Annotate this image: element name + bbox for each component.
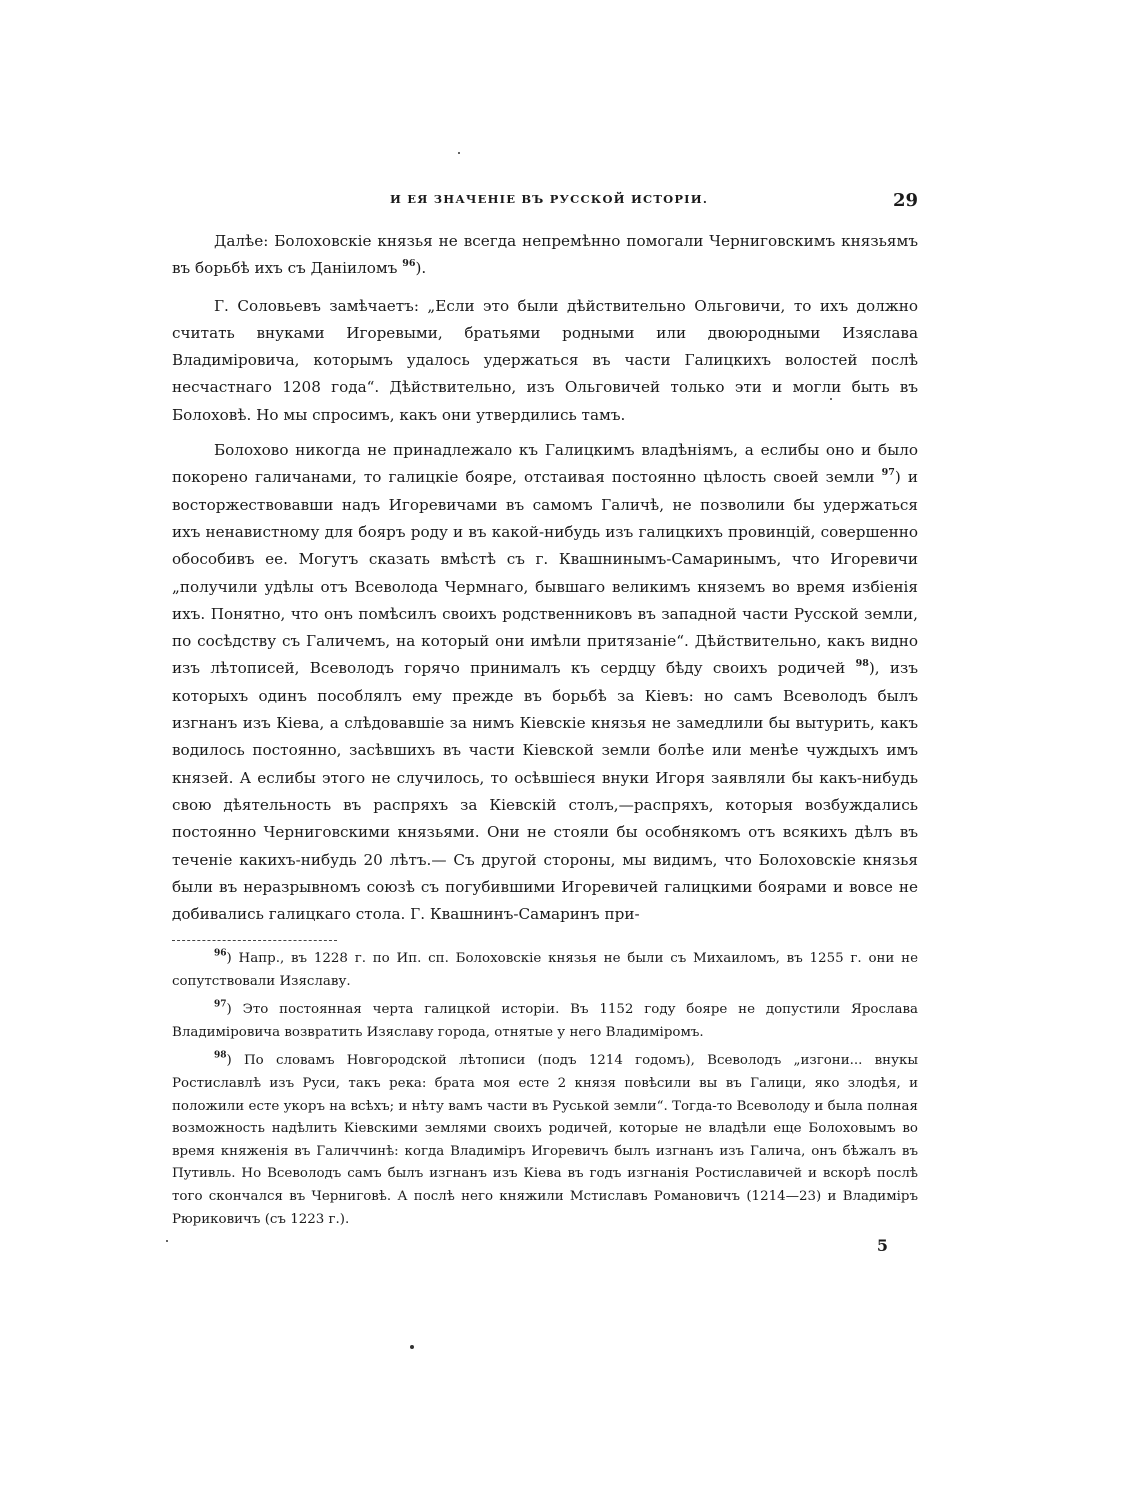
footnote-text: ) Напр., въ 1228 г. по Ип. сп. Болоховскіе князья не были съ Михаиломъ, въ 1255 г. они не сопутствовали Изяславу. bbox=[172, 951, 918, 989]
footnote-ref-96: 96 bbox=[402, 258, 416, 270]
ink-speck bbox=[166, 1240, 168, 1242]
signature-mark: 5 bbox=[876, 1236, 888, 1255]
paragraph-text: Далѣе: Болоховскіе князья не всегда непремѣнно помогали Черниговскимъ князьямъ въ борьбѣ ихъ съ Даніиломъ bbox=[172, 232, 918, 278]
paragraph-text: ), изъ которыхъ одинъ пособлялъ ему прежде въ борьбѣ за Кіевъ: но самъ Всеволодъ былъ изгнанъ изъ Кіева, а слѣдовавшіе за нимъ Кіевскіе князья не замедлили бы вытурить, какъ водилось постоянно, засѣвшихъ въ части Кіевской земли болѣе или менѣе чуждыхъ имъ князей. А еслибы этого не случилось, то осѣвшіеся внуки Игоря заявляли бы какъ-нибудь свою дѣятельность въ распряхъ за Кіевскій столъ,—распряхъ, которыя возбуждались постоянно Черниговскими князьями. Они не стояли бы особнякомъ отъ всякихъ дѣлъ въ теченіе какихъ-нибудь 20 лѣтъ.— Съ другой стороны, мы видимъ, что Болоховскіе князья были въ неразрывномъ союзѣ съ погубившими Игоревичей галицкими боярами и вовсе не добивались галицкаго стола. Г. Квашнинъ-Самаринъ при- bbox=[172, 659, 918, 924]
paragraph-1 bbox=[172, 228, 918, 283]
footnote-text: ) Это постоянная черта галицкой исторіи. Въ 1152 году бояре не допустили Ярослава Владиміровича возвратить Изяславу города, отнятые у него Владиміромъ. bbox=[172, 1002, 918, 1040]
footnote-ref-98: 98 bbox=[855, 658, 869, 670]
footnotes bbox=[172, 948, 918, 1237]
ink-speck bbox=[410, 1345, 414, 1349]
body-text bbox=[172, 228, 918, 936]
paragraph-text: ) и восторжествовавши надъ Игоревичами въ самомъ Галичѣ, не позволили бы удержаться ихъ ненавистному для бояръ роду и въ какой-нибудь изъ галицкихъ провинцій, совершенно обособивъ ее. Могутъ сказать вмѣстѣ съ г. Квашнинымъ-Самаринымъ, что Игоревичи „получили удѣлы отъ Всеволода Чермнаго, бывшаго великимъ княземъ во время избіенія ихъ. Понятно, что онъ помѣсилъ своихъ родственниковъ въ западной части Русской земли, по сосѣдству съ Галичемъ, на который они имѣли притязаніе“. Дѣйствительно, какъ видно изъ лѣтописей, Всеволодъ горячо принималъ къ сердцу бѣду своихъ родичей bbox=[172, 468, 918, 678]
ink-speck bbox=[830, 398, 832, 400]
footnote-97 bbox=[172, 999, 918, 1044]
paragraph-2 bbox=[172, 293, 918, 429]
footnote-98 bbox=[172, 1050, 918, 1231]
ink-speck bbox=[458, 152, 460, 154]
footnote-number: 98 bbox=[214, 1050, 227, 1061]
paragraph-text: Болохово никогда не принадлежало къ Галицкимъ владѣніямъ, а еслибы оно и было покорено галичанами, то галицкіе бояре, отстаивая постоянно цѣлость своей земли bbox=[172, 441, 918, 487]
paragraph-text: ). bbox=[415, 259, 427, 278]
paragraph-3 bbox=[172, 437, 918, 928]
page-header bbox=[170, 190, 920, 216]
footnote-text: ) По словамъ Новгородской лѣтописи (подъ 1214 годомъ), Всеволодъ „изгони... внукы Ростиславлѣ изъ Руси, такъ река: брата моя есте 2 князя повѣсили вы въ Галици, яко злодѣя, и положили есте укоръ на всѣхъ; и нѣту вамъ части въ Руськой земли“. Тогда-то Всеволоду и была полная возможность надѣлить Кіевскими землями своихъ родичей, которые не владѣли еще Болоховымъ во время княженія въ Галиччинѣ: когда Владиміръ Игоревичъ былъ изгнанъ изъ Галича, онъ бѣжалъ въ Путивль. Но Всеволодъ самъ былъ изгнанъ изъ Кіева въ годъ изгнанія Ростиславичей и вскорѣ послѣ того скончался въ Черниговѣ. А послѣ него княжили Мстиславъ Романовичъ (1214—23) и Владиміръ Рюриковичъ (съ 1223 г.). bbox=[172, 1053, 918, 1227]
footnote-separator bbox=[172, 940, 337, 941]
footnote-number: 97 bbox=[214, 999, 227, 1010]
running-title: И ЕЯ ЗНАЧЕНІЕ ВЪ РУССКОЙ ИСТОРІИ. bbox=[390, 192, 709, 206]
page-number: 29 bbox=[892, 190, 918, 211]
footnote-ref-97: 97 bbox=[881, 467, 895, 479]
footnote-96 bbox=[172, 948, 918, 993]
paragraph-text: Г. Соловьевъ замѣчаетъ: „Если это были дѣйствительно Ольговичи, то ихъ должно считать внуками Игоревыми, братьями родными или двоюродными Изяслава Владиміровича, которымъ удалось удержаться въ части Галицкихъ волостей послѣ несчастнаго 1208 года“. Дѣйствительно, изъ Ольговичей только эти и могли быть въ Болоховѣ. Но мы спросимъ, какъ они утвердились тамъ. bbox=[172, 296, 918, 424]
footnote-number: 96 bbox=[214, 948, 227, 959]
